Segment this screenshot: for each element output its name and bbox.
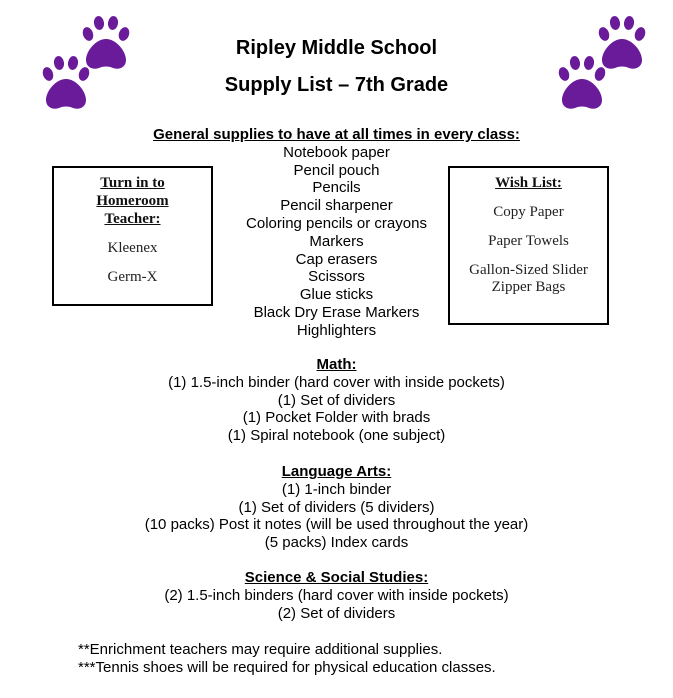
list-item: (10 packs) Post it notes (will be used throughout the year) bbox=[144, 516, 529, 534]
homeroom-heading-line3: Teacher: bbox=[104, 211, 161, 227]
wish-item: Zipper Bags bbox=[491, 279, 566, 295]
list-item: Cap erasers bbox=[295, 250, 378, 268]
homeroom-heading-line1: Turn in to bbox=[100, 175, 165, 191]
math-section bbox=[0, 356, 673, 445]
list-item: Black Dry Erase Markers bbox=[253, 303, 420, 321]
language-arts-section bbox=[0, 463, 673, 552]
school-name: Ripley Middle School bbox=[235, 37, 438, 59]
list-item: Scissors bbox=[308, 268, 365, 286]
wish-list-heading: Wish List: bbox=[495, 175, 562, 191]
note-tennis-shoes: ***Tennis shoes will be required for physical education classes. bbox=[78, 659, 496, 676]
math-heading: Math: bbox=[316, 356, 357, 373]
homeroom-heading-line2: Homeroom bbox=[96, 193, 169, 209]
list-item: (1) Spiral notebook (one subject) bbox=[227, 427, 446, 445]
list-item: Pencils bbox=[312, 179, 361, 197]
list-item: (5 packs) Index cards bbox=[264, 534, 409, 552]
list-item: (1) Set of dividers (5 dividers) bbox=[238, 498, 435, 516]
general-supplies-heading: General supplies to have at all times in every class: bbox=[153, 126, 520, 143]
list-item: Coloring pencils or crayons bbox=[246, 214, 427, 232]
homeroom-box bbox=[52, 166, 213, 306]
list-item: (1) Pocket Folder with brads bbox=[242, 409, 431, 427]
wish-item: Copy Paper bbox=[493, 204, 564, 220]
note-enrichment: **Enrichment teachers may require additional supplies. bbox=[78, 641, 443, 658]
list-item: (1) Set of dividers bbox=[277, 391, 396, 409]
page-title: Supply List – 7th Grade bbox=[224, 74, 449, 96]
list-item: (2) 1.5-inch binders (hard cover with inside pockets) bbox=[164, 586, 509, 604]
list-item: Notebook paper bbox=[283, 143, 390, 161]
science-social-section bbox=[0, 569, 673, 622]
wish-item: Paper Towels bbox=[488, 233, 569, 249]
list-item: (2) Set of dividers bbox=[277, 604, 396, 622]
list-item: Pencil sharpener bbox=[280, 197, 393, 215]
list-item: Pencil pouch bbox=[293, 161, 380, 179]
science-social-heading: Science & Social Studies: bbox=[244, 569, 429, 586]
list-item: Markers bbox=[309, 232, 364, 250]
homeroom-item: Kleenex bbox=[107, 240, 158, 256]
list-item: Glue sticks bbox=[299, 286, 374, 304]
homeroom-item: Germ-X bbox=[107, 269, 158, 285]
wish-item: Gallon-Sized Slider bbox=[469, 262, 588, 278]
wish-list-box bbox=[448, 166, 609, 325]
list-item: Highlighters bbox=[296, 321, 377, 339]
list-item: (1) 1.5-inch binder (hard cover with inside pockets) bbox=[168, 373, 505, 391]
language-arts-heading: Language Arts: bbox=[281, 463, 392, 480]
list-item: (1) 1-inch binder bbox=[281, 480, 392, 498]
